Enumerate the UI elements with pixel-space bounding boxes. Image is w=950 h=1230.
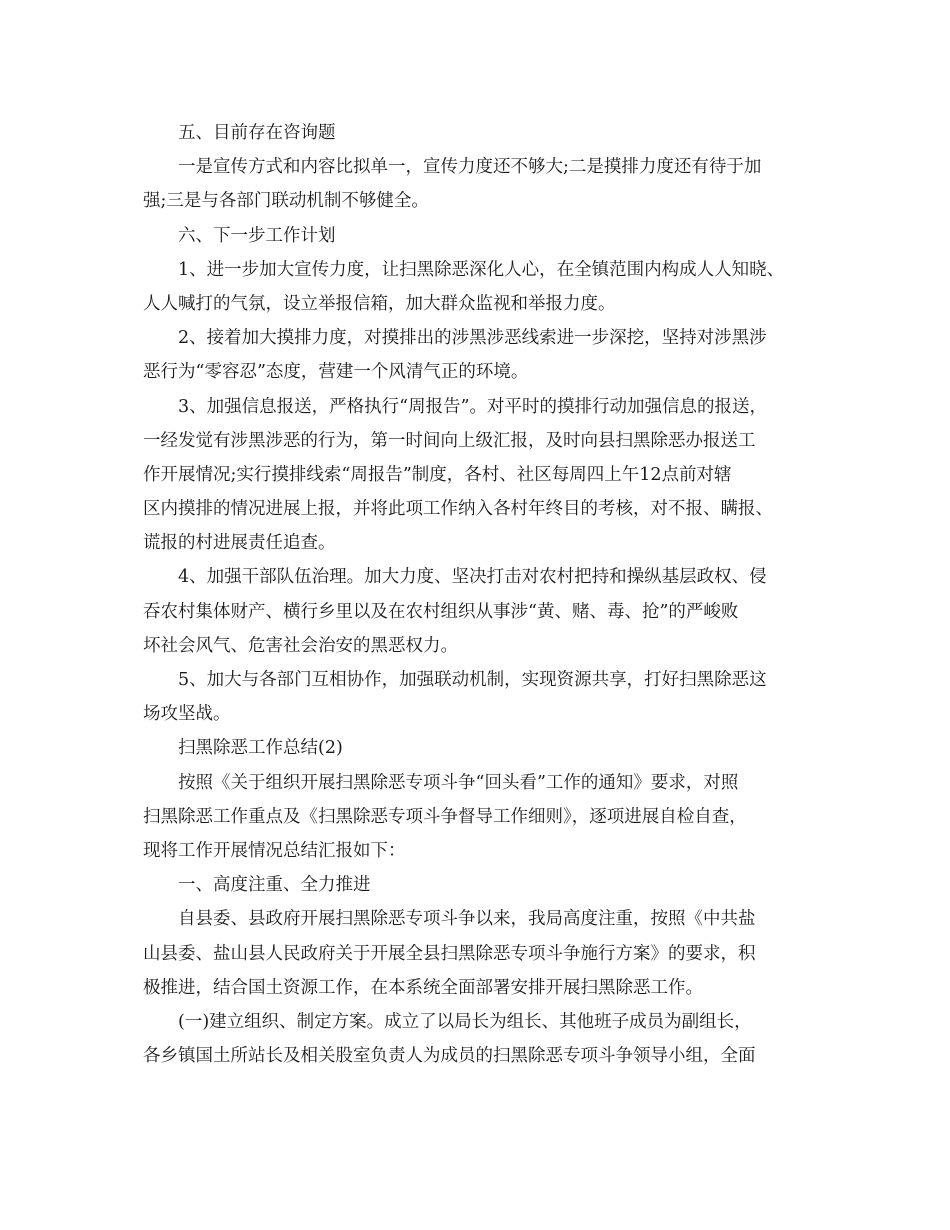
document-line: 一是宣传方式和内容比拟单一，宣传力度还不够大;二是摸排力度还有待于加 — [178, 157, 762, 178]
document-line: 场攻坚战。 — [143, 704, 231, 725]
document-line: 恶行为“零容忍”态度，营建一个风清气正的环境。 — [143, 362, 529, 383]
document-line: 作开展情况;实行摸排线索“周报告”制度，各村、社区每周四上午12点前对辖 — [143, 464, 732, 485]
document-line: 区内摸排的情况进展上报，并将此项工作纳入各村年终目的考核，对不报、瞒报、 — [143, 499, 773, 520]
document-line: 一、高度注重、全力推进 — [178, 875, 371, 896]
document-line: 吞农村集体财产、横行乡里以及在农村组织从事涉“黄、赌、毒、抢”的严峻败 — [143, 601, 739, 622]
document-line: 5、加大与各部门互相协作，加强联动机制，实现资源共享，打好扫黑除恶这 — [178, 670, 767, 690]
document-line: 强;三是与各部门联动机制不够健全。 — [143, 191, 429, 212]
document-line: 自县委、县政府开展扫黑除恶专项斗争以来，我局高度注重，按照《中共盐 — [178, 909, 756, 930]
document-line: 人人喊打的气氛，设立举报信箱，加大群众监视和举报力度。 — [143, 293, 616, 314]
document-line: 2、接着加大摸排力度，对摸排出的涉黑涉恶线索进一步深挖，坚持对涉黑涉 — [178, 328, 767, 349]
document-body — [143, 116, 813, 1073]
document-line: 扫黑除恶工作总结(2) — [178, 738, 343, 759]
document-line: 六、下一步工作计划 — [178, 225, 336, 246]
document-line: 按照《关于组织开展扫黑除恶专项斗争“回头看”工作的通知》要求，对照 — [178, 772, 739, 793]
document-line: 一经发觉有涉黑涉恶的行为，第一时间向上级汇报，及时向县扫黑除恶办报送工 — [143, 430, 756, 451]
document-line: 五、目前存在咨询题 — [178, 123, 336, 143]
document-line: 山县委、盐山县人民政府关于开展全县扫黑除恶专项斗争施行方案》的要求，积 — [143, 943, 756, 964]
document-line: 谎报的村进展责任追查。 — [143, 533, 336, 554]
document-line: 4、加强干部队伍治理。加大力度、坚决打击对农村把持和操纵基层政权、侵 — [178, 567, 767, 588]
document-line: 各乡镇国土所站长及相关股室负责人为成员的扫黑除恶专项斗争领导小组，全面 — [143, 1046, 756, 1067]
document-line: (一)建立组织、制定方案。成立了以局长为组长、其他班子成员为副组长， — [178, 1011, 752, 1032]
document-line: 1、进一步加大宣传力度，让扫黑除恶深化人心，在全镇范围内构成人人知晓、 — [178, 259, 785, 280]
document-line: 坏社会风气、危害社会治安的黑恶权力。 — [143, 635, 458, 656]
document-line: 扫黑除恶工作重点及《扫黑除恶专项斗争督导工作细则》，逐项进展自检自查， — [143, 806, 747, 827]
document-line: 现将工作开展情况总结汇报如下： — [143, 840, 406, 861]
document-line: 极推进，结合国土资源工作，在本系统全面部署安排开展扫黑除恶工作。 — [143, 977, 703, 998]
document-line: 3、加强信息报送，严格执行“周报告”。对平时的摸排行动加强信息的报送， — [178, 396, 768, 417]
